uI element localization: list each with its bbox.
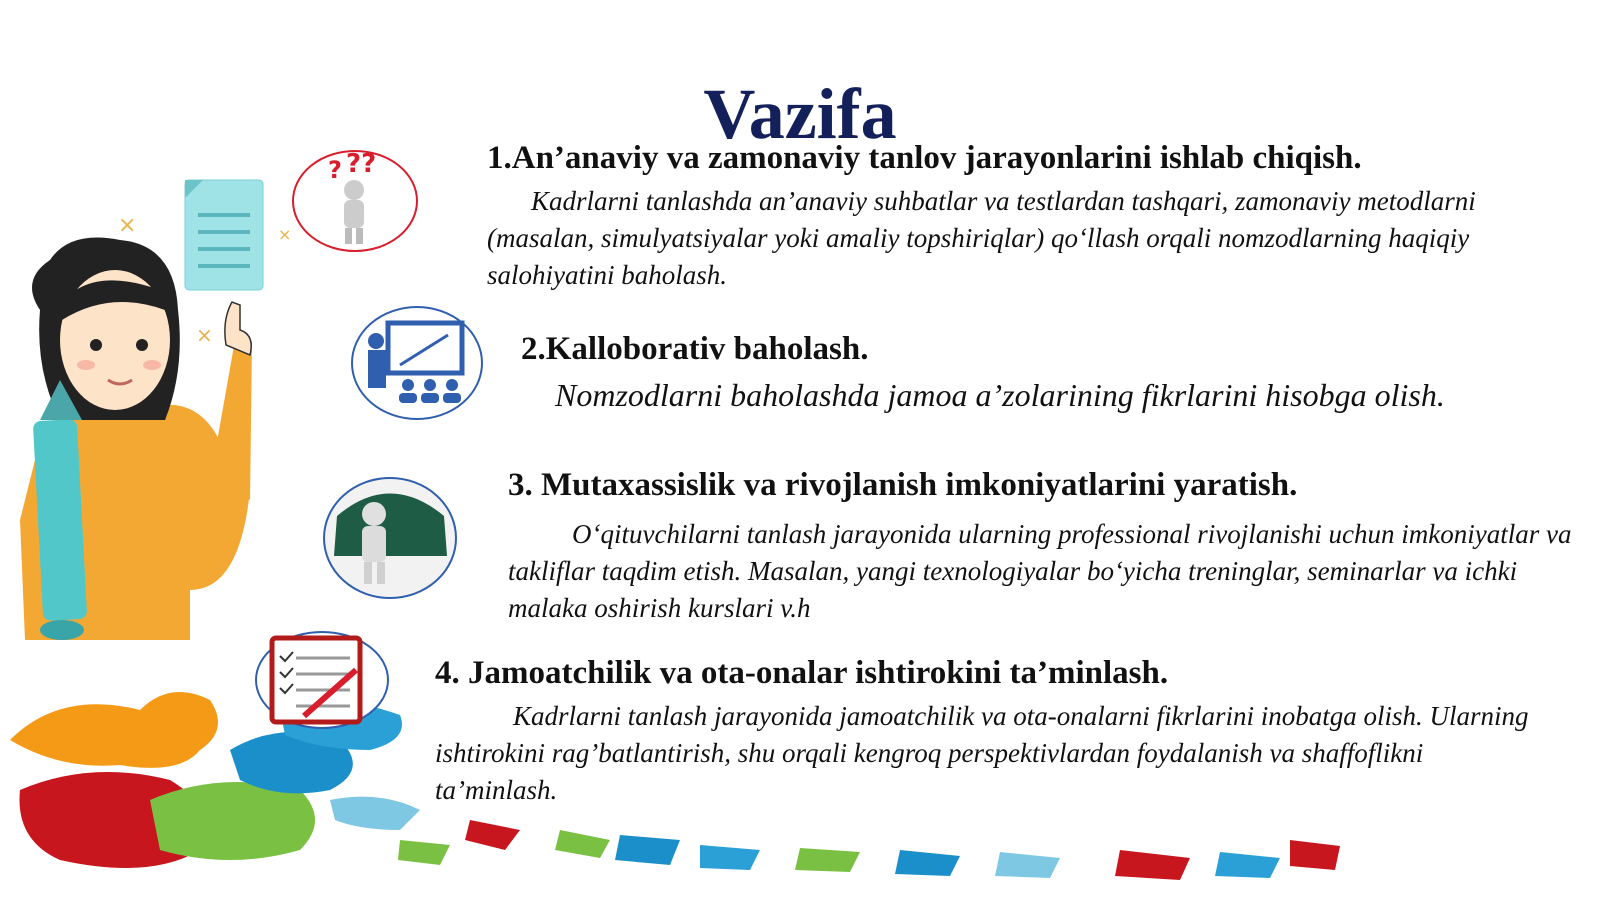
task-3-body: O‘qituvchilarni tanlash jarayonida ularning professional rivojlanishi uchun imkoniyatlar va takliflar taqdim etish. Masalan, yangi texnologiyalar bo‘yicha treninglar, seminarlar va ichki malaka oshirish kurslari v.h bbox=[508, 518, 1572, 623]
task-1-body: Kadrlarni tanlashda an’anaviy suhbatlar va testlardan tashqari, zamonaviy metodlarni (masalan, simulyatsiyalar yoki amaliy topshiriqlar) qo‘llash orqali nomzodlarning haqiqiy salohiyatini baholash. bbox=[487, 185, 1476, 290]
svg-text:×: × bbox=[118, 213, 137, 238]
checklist-icon bbox=[254, 630, 390, 730]
slide-title: Vazifa bbox=[703, 74, 897, 155]
task-1 bbox=[487, 139, 1577, 294]
question-figure-icon bbox=[290, 148, 420, 254]
figure-chalkboard-icon bbox=[322, 476, 458, 600]
task-2-heading: 2.Kalloborativ baholash. bbox=[521, 331, 869, 367]
task-2-body: Nomzodlarni baholashda jamoa a’zolarining fikrlarini hisobga olish. bbox=[555, 376, 1445, 413]
woman-with-pencil-illustration bbox=[0, 170, 300, 660]
task-3 bbox=[508, 466, 1588, 627]
task-2 bbox=[521, 330, 1531, 416]
task-4-body: Kadrlarni tanlash jarayonida jamoatchilik va ota-onalarni fikrlarini inobatga olish. Ularning ishtirokini rag’batlantirish, shu orqali kengroq perspektivlardan foydalanish va shaffoflikni ta’minlash. bbox=[435, 700, 1529, 805]
svg-text:?: ? bbox=[328, 156, 342, 184]
task-3-heading: 3. Mutaxassislik va rivojlanish imkoniyatlarini yaratish. bbox=[508, 467, 1298, 503]
task-1-heading: 1.An’anaviy va zamonaviy tanlov jarayonlarini ishlab chiqish. bbox=[487, 140, 1362, 176]
task-4 bbox=[435, 654, 1545, 809]
task-4-heading: 4. Jamoatchilik va ota-onalar ishtirokini ta’minlash. bbox=[435, 655, 1169, 691]
teacher-board-icon bbox=[350, 305, 484, 421]
svg-text:×: × bbox=[196, 323, 213, 347]
svg-text:×: × bbox=[278, 225, 292, 244]
svg-text:??: ?? bbox=[346, 149, 377, 179]
